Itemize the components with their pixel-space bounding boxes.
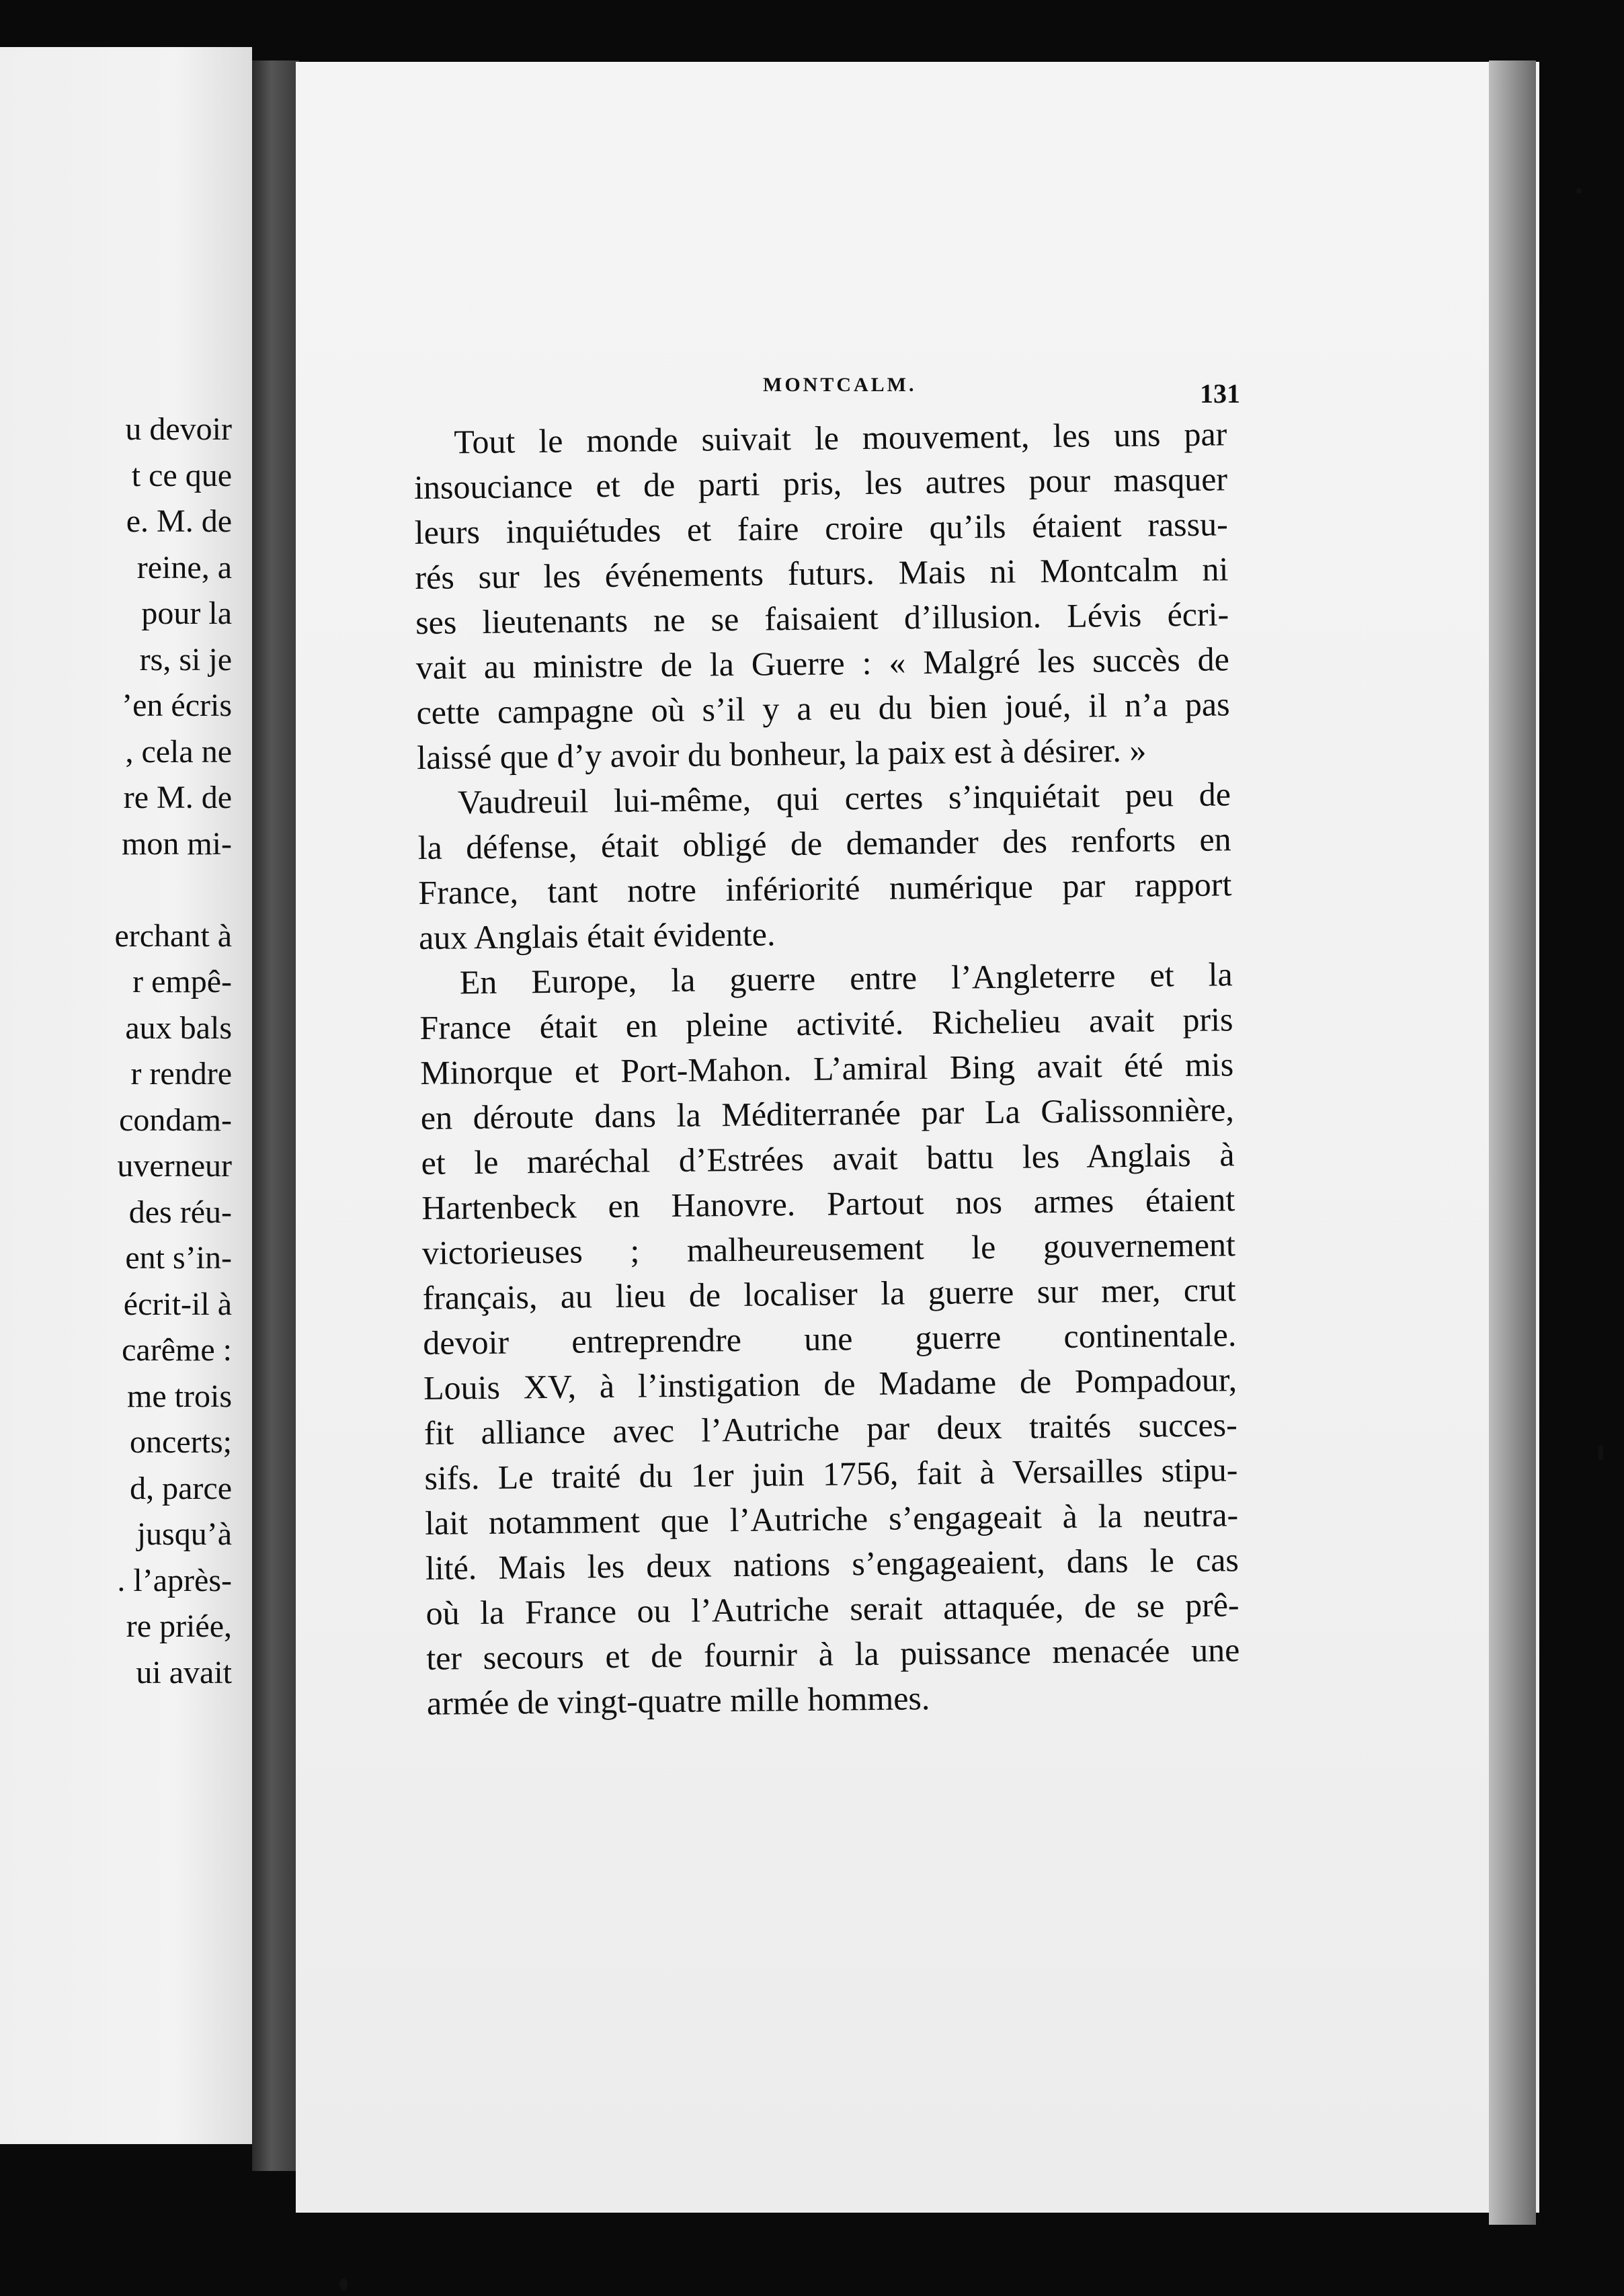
text-line: laissé que d’y avoir du bonheur, la paix est à désirer. » [416, 731, 1147, 776]
text-line: France, tant notre infériorité numérique par rapport [418, 865, 1232, 911]
left-page-line: oncerts; [130, 1424, 232, 1460]
text-line: et le maréchal d’Estrées avait battu les Anglais à [421, 1135, 1235, 1182]
text-line: En Europe, la guerre entre l’Angleterre et la [459, 955, 1233, 1001]
left-page-line: re priée, [126, 1608, 232, 1644]
left-page-line: des réu- [128, 1194, 232, 1230]
text-line: ses lieutenants ne se faisaient d’illusion. Lévis écri- [415, 595, 1229, 641]
left-page-line: ui avait [136, 1654, 232, 1690]
text-line: victorieuses ; malheureusement le gouvernement [421, 1225, 1236, 1272]
text-line: insouciance et de parti pris, les autres pour masquer [413, 460, 1228, 506]
text-line: aux Anglais était évidente. [418, 915, 776, 956]
text-line: cette campagne où s’il y a eu du bien joué, il n’a pas [416, 685, 1230, 731]
left-page-line: reine, a [136, 549, 232, 585]
scan-speck [1598, 1445, 1603, 1460]
text-line: lité. Mais les deux nations s’engageaient, dans le cas [425, 1541, 1240, 1587]
text-line: français, au lieu de localiser la guerre sur mer, crut [422, 1270, 1236, 1317]
left-page-line: ’en écris [122, 688, 232, 723]
left-page-line: me trois [127, 1378, 232, 1414]
text-line: France était en pleine activité. Richelieu avait pris [419, 1000, 1233, 1047]
left-page-line: re M. de [123, 780, 232, 815]
text-line: armée de vingt-quatre mille hommes. [426, 1679, 930, 1722]
text-line: où la France ou l’Autriche serait attaquée, de se prê- [425, 1586, 1240, 1632]
left-page-line: carême : [122, 1332, 232, 1368]
left-page [0, 47, 252, 2144]
page-number: 131 [1200, 378, 1240, 409]
left-page-line: écrit-il à [123, 1286, 232, 1322]
text-line: Hartenbeck en Hanovre. Partout nos armes étaient [421, 1180, 1235, 1227]
left-page-line: condam- [119, 1102, 232, 1138]
scan-speck [339, 2279, 348, 2291]
text-line: leurs inquiétudes et faire croire qu’ils étaient rassu- [414, 505, 1228, 551]
running-head: MONTCALM. [763, 374, 917, 396]
left-page-line: erchant à [114, 917, 232, 954]
text-line: rés sur les événements futurs. Mais ni Montcalm ni [415, 550, 1229, 596]
left-page-line: r empê- [132, 964, 232, 999]
text-line: lait notamment que l’Autriche s’engageait à la neutra- [424, 1495, 1239, 1542]
text-line: sifs. Le traité du 1er juin 1756, fait à Versailles stipu- [424, 1450, 1238, 1497]
book-gutter [252, 60, 299, 2171]
left-page-line: e. M. de [126, 503, 232, 539]
text-line: vait au ministre de la Guerre : « Malgré les succès de [415, 640, 1230, 686]
left-page-line: . l’après- [117, 1562, 232, 1598]
left-page-line: mon mi- [122, 825, 232, 862]
left-page-line: d, parce [130, 1470, 232, 1506]
text-line: Louis XV, à l’instigation de Madame de Pompadour, [423, 1360, 1237, 1407]
left-page-line: jusqu’à [136, 1516, 232, 1552]
text-line: Vaudreuil lui-même, qui certes s’inquiétait peu de [457, 775, 1231, 821]
text-line: fit alliance avec l’Autriche par deux traités succes- [423, 1405, 1238, 1452]
left-page-line: r rendre [130, 1056, 232, 1092]
left-page-line: rs, si je [139, 641, 232, 678]
left-page-line: u devoir [125, 411, 232, 447]
left-page-line: , cela ne [125, 733, 232, 770]
left-page-line: uverneur [117, 1148, 232, 1184]
text-line: Tout le monde suivait le mouvement, les uns par [454, 415, 1227, 461]
left-page-line: pour la [141, 596, 232, 631]
text-line: Minorque et Port-Mahon. L’amiral Bing avait été mis [419, 1045, 1234, 1092]
text-line: la défense, était obligé de demander des renforts en [417, 820, 1231, 866]
left-page-line: aux bals [125, 1010, 232, 1046]
body-text [413, 411, 1240, 1726]
left-page-line: t ce que [131, 457, 232, 493]
left-page-line: ent s’in- [125, 1240, 232, 1276]
page-edge-shadow [1489, 60, 1536, 2225]
text-line: ter secours et de fournir à la puissance menacée une [425, 1631, 1240, 1677]
text-line: en déroute dans la Méditerranée par La Galissonnière, [420, 1090, 1235, 1137]
text-line: devoir entreprendre une guerre continentale. [423, 1315, 1237, 1362]
scan-speck [1576, 188, 1582, 194]
